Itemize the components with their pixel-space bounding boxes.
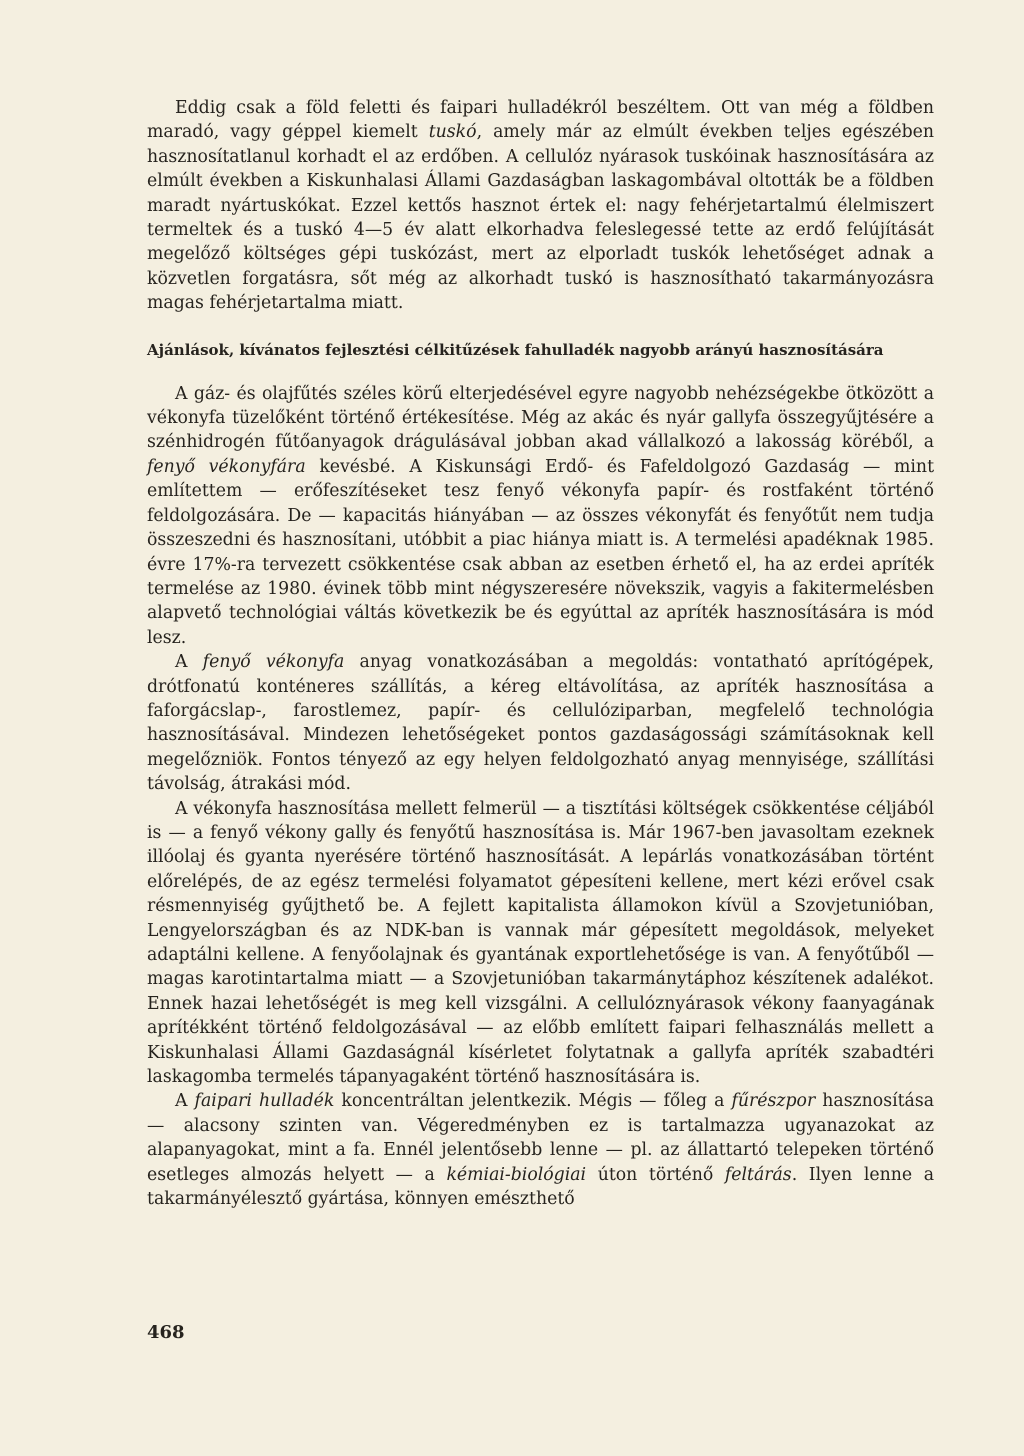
section-heading: Ajánlások, kívánatos fejlesztési célkitűzések fahulladék nagyobb arányú hasznosítására [147, 340, 884, 359]
paragraph-1: Eddig csak a föld feletti és faipari hulladékról beszéltem. Ott van még a földben maradó, vagy géppel kiemelt tuskó, amely már az elmúlt években teljes egészében hasznosítatlanul korhadt el az erdőben. A cellulóz nyárasok tuskóinak hasznosítására az elmúlt években a Kiskunhalasi Állami Gazdaságban laskagombával oltották be a földben maradt nyártuskókat. Ezzel kettős hasznot értek el: nagy fehérjetartalmú élelmiszert termeltek és a tuskó 4—5 év alatt elkorhadva feleslegessé tette az erdő felújítását megelőző költséges gépi tuskózást, mert az elporladt tuskók lehetőséget adnak a közvetlen forgatásra, sőt még az alkorhadt tuskó is hasznosítható takarmányozásra magas fehérjetartalma miatt. [147, 98, 934, 314]
paragraph-5: A faipari hulladék koncentráltan jelentkezik. Mégis — főleg a fűrészpor hasznosítása — alacsony szinten van. Végeredményben ez is tartalmazza ugyanazokat az alapanyagokat, mint a fa. Ennél jelentősebb lenne — pl. az állattartó telepeken történő esetleges almozás helyett — a kémiai-biológiai úton történő feltárás. Ilyen lenne a takarmányélesztő gyártása, könnyen emészthető [147, 1091, 935, 1210]
paragraph-4: A vékonyfa hasznosítása mellett felmerül — a tisztítási költségek csökkentése céljából is — a fenyő vékony gally és fenyőtű hasznosítása is. Már 1967-ben javasoltam ezeknek illóolaj és gyanta nyerésére történő hasznosítását. A lepárlás vonatkozásában történt előrelépés, de az egész termelési folyamatot gépesíteni kellene, mert kézi erővel csak résmennyiség gyűjthető be. A fejlett kapitalista államokon kívül a Szovjetunióban, Lengyelországban és az NDK-ban is vannak már gépesített megoldások, melyeket adaptálni kellene. A fenyőolajnak és gyantának exportlehetősége is van. A fenyőtűből — magas karotintartalma miatt — a Szovjetunióban takarmánytáphoz készítenek adalékot. Ennek hazai lehetőségét is meg kell vizsgálni. A cellulóznyárasok vékony faanyagának aprítékként történő feldolgozásával — az előbb említett faipari felhasználás mellett a Kiskunhalasi Állami Gazdaságnál kísérletet folytatnak a gallyfa apríték szabadtéri laskagomba termelés tápanyagaként történő hasznosítására is. [147, 798, 934, 1088]
page-number: 468 [147, 1322, 185, 1343]
text-column [147, 96, 934, 1211]
paragraph-3: A fenyő vékonyfa anyag vonatkozásában a megoldás: vontatható aprítógépek, drótfonatú konténeres szállítás, a kéreg eltávolítása, az apríték hasznosítása a faforgácslap-, farostlemez, papír- és cellulóziparban, megfelelő technológia hasznosításával. Mindezen lehetőségeket pontos gazdaságossági számításoknak kell megelőzniök. Fontos tényező az egy helyen feldolgozható anyag mennyisége, szállítási távolság, átrakási mód. [147, 652, 934, 795]
paragraph-2: A gáz- és olajfűtés széles körű elterjedésével egyre nagyobb nehézségekbe ötközött a vékonyfa tüzelőként történő értékesítése. Még az akác és nyár gallyfa összegyűjtésére a szénhidrogén fűtőanyagok drágulásával jobban akad vállalkozó a lakosság köréből, a fenyő vékonyfára kevésbé. A Kiskunsági Erdő- és Fafeldolgozó Gazdaság — mint említettem — erőfeszítéseket tesz fenyő vékonyfa papír- és rostfaként történő feldolgozására. De — kapacitás hiányában — az összes vékonyfát és fenyőtűt nem tudja összeszedni és hasznosítani, utóbbit a piac hiánya miatt is. A termelési apadéknak 1985. évre 17%-ra tervezett csökkentése csak abban az esetben érhető el, ha az erdei apríték termelése az 1980. évinek több mint négyszeresére növekszik, vagyis a fakitermelésben alapvető technológiai váltás következik be és egyúttal az apríték hasznosítására is mód lesz. [147, 383, 935, 648]
